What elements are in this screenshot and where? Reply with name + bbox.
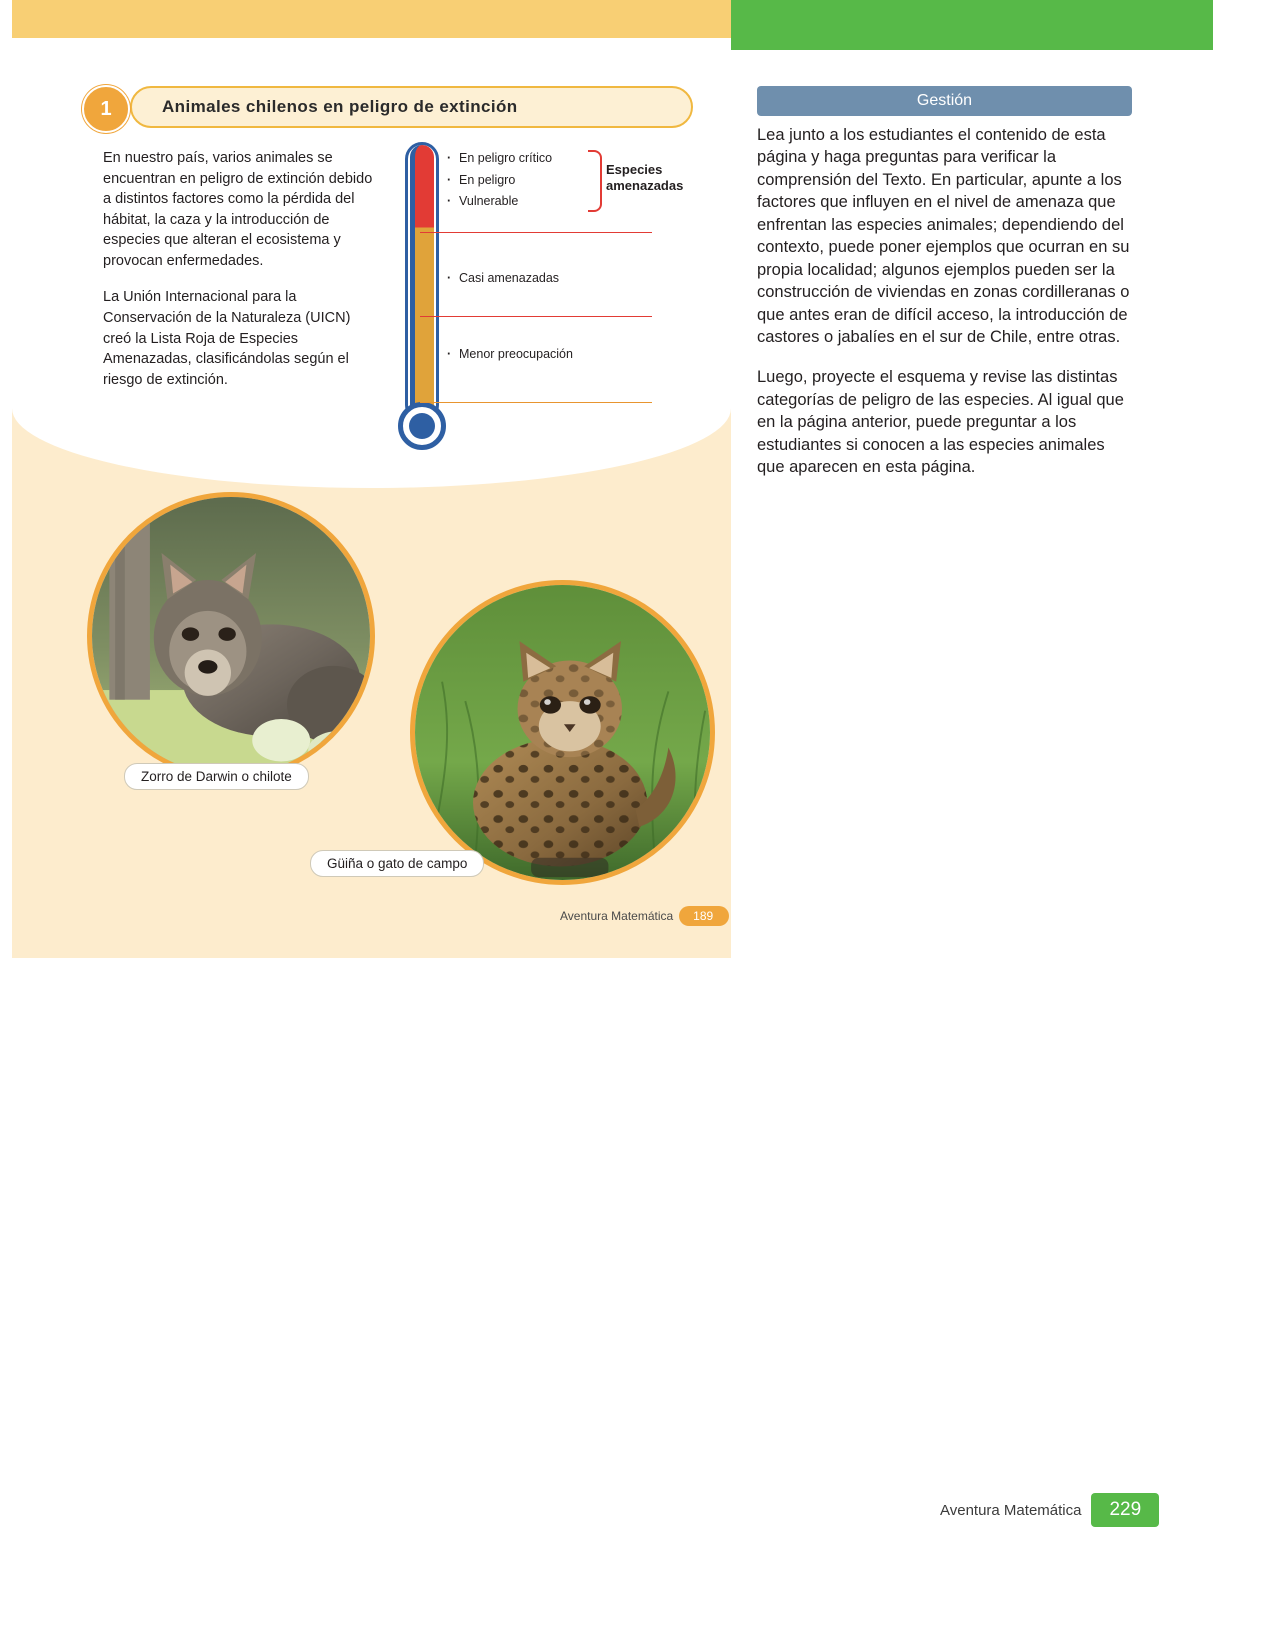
wildcat-photo <box>410 580 715 885</box>
divider-line-3 <box>420 402 652 403</box>
fox-caption: Zorro de Darwin o chilote <box>124 763 309 790</box>
category-vulnerable: · Vulnerable <box>447 191 587 213</box>
student-page-reproduction <box>12 0 731 958</box>
near-threatened-category <box>447 268 559 290</box>
thermometer-bulb-inner <box>409 413 435 439</box>
threatened-bracket <box>588 150 602 212</box>
threat-level-diagram <box>392 140 722 440</box>
divider-line-2 <box>420 316 652 317</box>
wildcat-caption: Güiña o gato de campo <box>310 850 484 877</box>
book-footer-text: Aventura Matemática <box>940 1501 1082 1519</box>
student-footer-page-number: 189 <box>679 906 729 926</box>
activity-number-badge: 1 <box>82 85 130 133</box>
student-footer-text: Aventura Matemática <box>560 909 674 923</box>
top-green-band <box>731 0 1213 50</box>
student-page-footer <box>560 906 729 926</box>
gestion-section-body <box>757 124 1135 497</box>
threatened-categories <box>447 148 587 213</box>
book-footer <box>940 1493 1159 1527</box>
gestion-section-header: Gestión <box>757 86 1132 116</box>
fox-photo <box>87 492 375 780</box>
paragraph-2: La Unión Internacional para la Conservación de la Naturaleza (UICN) creó la Lista Roja de Especies Amenazadas, clasificándolas según el riesgo de extinción. <box>103 289 351 388</box>
least-concern-category <box>447 344 573 366</box>
divider-line-1 <box>420 232 652 233</box>
category-least-concern: · Menor preocupación <box>447 344 573 366</box>
category-endangered: · En peligro <box>447 170 587 192</box>
threatened-label: Especies amenazadas <box>606 162 684 194</box>
thermometer-outline <box>405 142 439 422</box>
book-footer-page-number: 229 <box>1091 1493 1159 1527</box>
gestion-paragraph-1: Lea junto a los estudiantes el contenido de esta página y haga preguntas para verificar la comprensión del Texto. En particular, apunte a los factores que influyen en el nivel de amenaza que enfrentan las especies animales; dependiendo del contexto, puede poner ejemplos que ocurran en su propia localidad; algunos ejemplos pueden ser la construcción de viviendas en zonas cordilleranas o que antes eran de difícil acceso, la introducción de castores o jabalíes en el sur de Chile, entre otras. <box>757 126 1130 346</box>
gestion-paragraph-2: Luego, proyecte el esquema y revise las distintas categorías de peligro de las especies. Al igual que en la página anterior, puede preguntar a los estudiantes si conocen a las especies animales que aparecen en esta página. <box>757 368 1124 477</box>
activity-header <box>130 86 693 128</box>
activity-title: Animales chilenos en peligro de extinción <box>162 97 518 116</box>
category-near-threatened: · Casi amenazadas <box>447 268 559 290</box>
category-critical: · En peligro crítico <box>447 148 587 170</box>
paragraph-1: En nuestro país, varios animales se encuentran en peligro de extinción debido a distintos factores como la pérdida del hábitat, la caza y la introducción de especies que alteran el ecosistema y provocan enfermedades. <box>103 150 373 269</box>
activity-body-text <box>103 148 378 406</box>
